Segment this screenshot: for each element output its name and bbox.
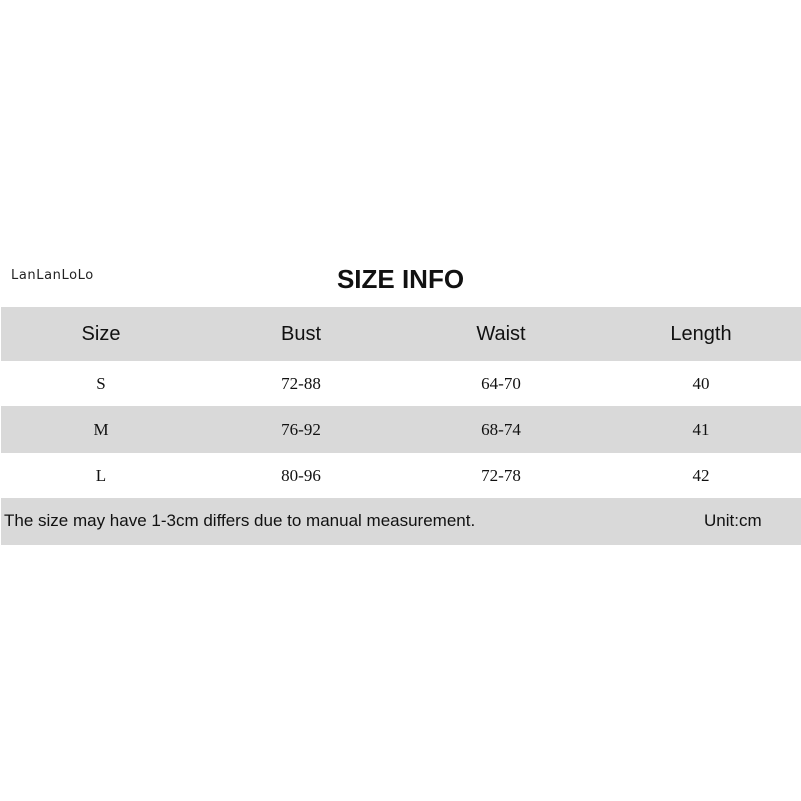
cell-waist: 68-74 — [481, 419, 521, 439]
footer-bar — [1, 498, 801, 545]
size-chart-table — [1, 307, 801, 498]
cell-length: 40 — [692, 373, 710, 393]
cell-bust: 76-92 — [281, 419, 321, 439]
cell-length: 41 — [692, 419, 710, 439]
header-size: Size — [81, 322, 121, 345]
table-header-row — [1, 307, 801, 361]
unit-label: Unit:cm — [704, 511, 762, 530]
cell-length: 42 — [692, 465, 710, 485]
cell-size: L — [95, 465, 107, 485]
cell-waist: 72-78 — [481, 465, 521, 485]
header-waist: Waist — [476, 322, 526, 345]
table-row — [1, 406, 801, 453]
cell-bust: 80-96 — [281, 465, 321, 485]
cell-size: M — [93, 419, 109, 439]
table-row — [1, 453, 801, 498]
page-title: SIZE INFO — [336, 264, 465, 294]
cell-bust: 72-88 — [281, 373, 321, 393]
header-length: Length — [670, 322, 732, 345]
cell-waist: 64-70 — [481, 373, 521, 393]
brand-logo: LanLanLoLo — [11, 268, 94, 283]
table-row — [1, 361, 801, 406]
header-bust: Bust — [280, 322, 322, 345]
measurement-note: The size may have 1-3cm differs due to manual measurement. — [4, 511, 476, 530]
cell-size: S — [96, 373, 106, 393]
